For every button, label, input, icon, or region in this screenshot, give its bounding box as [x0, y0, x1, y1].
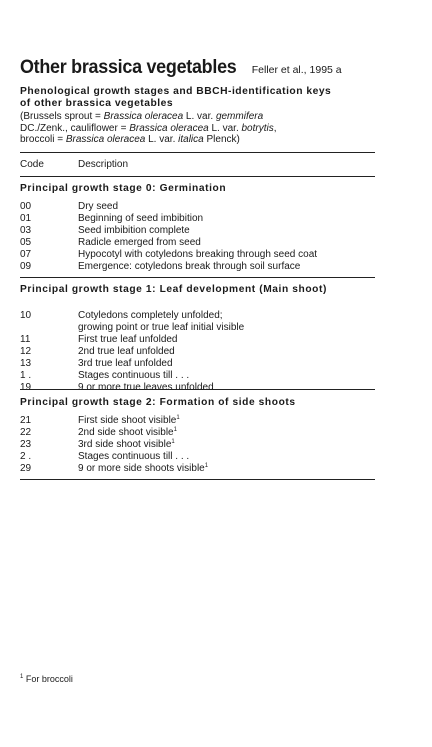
stage-description: Radicle emerged from seed	[78, 237, 201, 248]
divider-section-2	[20, 389, 375, 390]
footnote-mark: 1	[20, 674, 24, 680]
footnote-ref: 1	[176, 415, 180, 421]
section-title: Principal growth stage 1: Leaf development (Main shoot)	[20, 284, 327, 295]
stage-code: 05	[20, 237, 32, 248]
stage-code: 23	[20, 439, 32, 450]
stage-description-continued: growing point or true leaf initial visible	[78, 322, 245, 333]
stage-description: 2nd true leaf unfolded	[78, 346, 175, 357]
table-row	[20, 213, 375, 225]
stage-code: 07	[20, 249, 32, 260]
section-title: Principal growth stage 2: Formation of side shoots	[20, 397, 296, 408]
stage-description: 9 or more side shoots visible$^1$	[78, 463, 209, 474]
table-row	[20, 346, 375, 358]
stage-description: Dry seed	[78, 201, 119, 212]
stage-code: 10	[20, 310, 32, 321]
stage-description: 3rd side shoot visible$^1$	[78, 439, 175, 450]
stage-description: 2nd side shoot visible$^1$	[78, 427, 177, 438]
stage-code: 12	[20, 346, 32, 357]
table-row	[20, 439, 375, 451]
table-row	[20, 463, 375, 475]
stage-description: 3rd true leaf unfolded	[78, 358, 173, 369]
footnote-ref: 1	[204, 463, 209, 469]
table-row	[20, 261, 375, 273]
stage-description: Stages continuous till . . .	[78, 451, 190, 462]
table-row	[20, 201, 375, 213]
table-row	[20, 382, 375, 394]
table-row	[20, 427, 375, 439]
stage-code: 22	[20, 427, 32, 438]
stage-code: 13	[20, 358, 32, 369]
subtitle-line-2: of other brassica vegetables	[20, 98, 174, 109]
footnote	[20, 674, 73, 684]
section-leaf-development	[20, 283, 375, 394]
subtitle-line-1: Phenological growth stages and BBCH-identification keys	[20, 86, 332, 97]
table-row	[20, 225, 375, 237]
stage-description: Emergence: cotyledons break through soil surface	[78, 261, 301, 272]
divider-top	[20, 152, 375, 153]
stage-description: Seed imbibition complete	[78, 225, 190, 236]
table-row	[20, 370, 375, 382]
table-row	[20, 249, 375, 261]
desc-line-1: (Brussels sprout = Brassica oleracea L. var. gemmifera	[20, 111, 264, 122]
table-row	[20, 310, 375, 334]
stage-code: 03	[20, 225, 32, 236]
footnote-ref: 1	[171, 439, 175, 445]
desc-line-3: broccoli = Brassica oleracea L. var. italica Plenck)	[20, 134, 240, 145]
author-citation: Feller et al., 1995 a	[251, 64, 342, 76]
table-row	[20, 415, 375, 427]
title-row	[20, 56, 342, 79]
divider-bottom	[20, 479, 375, 480]
stage-description: 9 or more true leaves unfolded	[78, 382, 214, 393]
species-description	[20, 111, 380, 146]
stage-description: Hypocotyl with cotyledons breaking through seed coat	[78, 249, 318, 260]
subtitle	[20, 86, 380, 110]
footnote-text: For broccoli	[25, 674, 73, 684]
table-row	[20, 237, 375, 249]
column-header-code: Code	[20, 159, 44, 170]
desc-line-2: DC./Zenk., cauliflower = Brassica oleracea L. var. botrytis,	[20, 122, 277, 134]
stage-code: 09	[20, 261, 32, 272]
footnote-ref: 1	[173, 427, 177, 433]
stage-code: 01	[20, 213, 32, 224]
stage-code: 2 .	[20, 451, 32, 462]
stage-description: First true leaf unfolded	[78, 334, 178, 345]
stage-code: 11	[20, 334, 31, 345]
table-row	[20, 334, 375, 346]
table-row	[20, 358, 375, 370]
table-row	[20, 451, 375, 463]
section-title: Principal growth stage 0: Germination	[20, 183, 227, 194]
stage-code: 1 .	[20, 370, 32, 381]
stage-description: First side shoot visible$^1$	[78, 415, 180, 426]
stage-description: Stages continuous till . . .	[78, 370, 190, 381]
stage-description: Cotyledons completely unfolded;	[78, 310, 223, 321]
stage-code: 00	[20, 201, 32, 212]
stage-code: 21	[20, 415, 32, 426]
column-header-description: Description	[78, 159, 129, 170]
divider-section-1	[20, 277, 375, 278]
stage-description: Beginning of seed imbibition	[78, 213, 204, 224]
stage-code: 19	[20, 382, 32, 393]
divider-header	[20, 176, 375, 177]
page-title: Other brassica vegetables	[20, 56, 237, 78]
section-germination	[20, 182, 375, 273]
section-side-shoots	[20, 396, 375, 475]
stage-code: 29	[20, 463, 32, 474]
